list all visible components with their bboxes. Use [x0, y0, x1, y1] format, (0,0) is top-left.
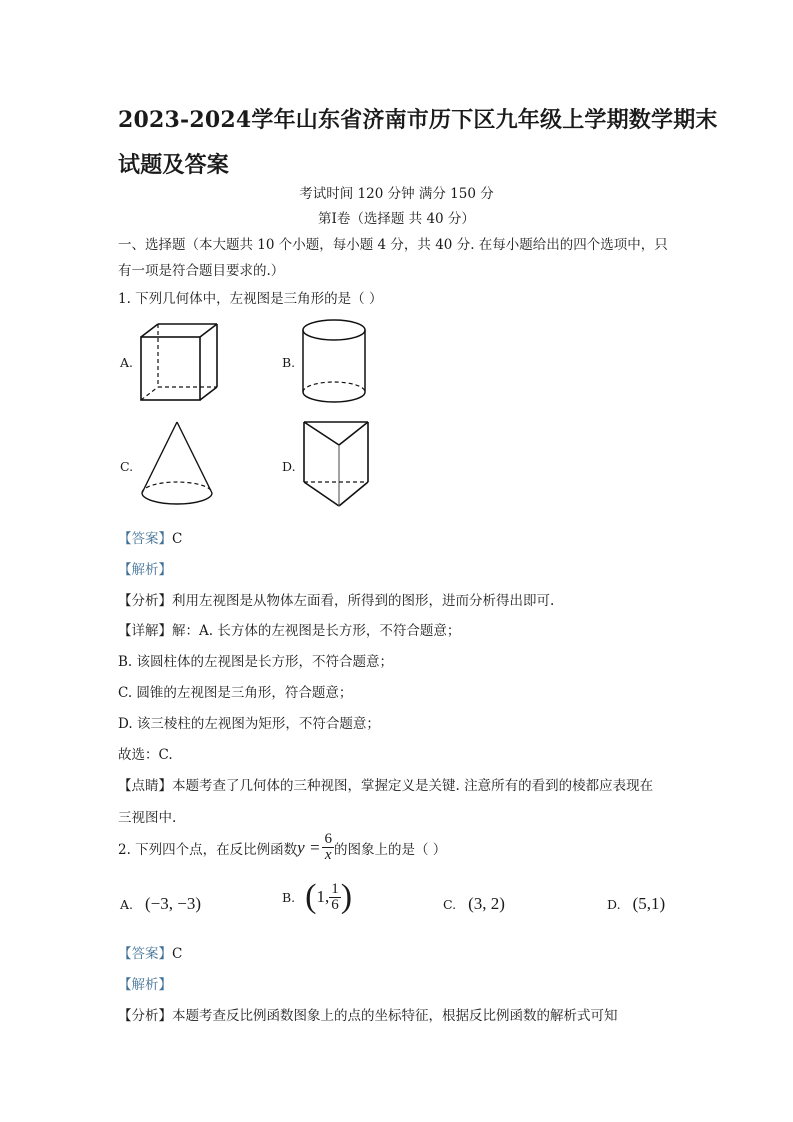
- q2-option-c: [443, 894, 505, 914]
- fenxi-text: 利用左视图是从物体左面看，所得到的图形，进而分析得出即可.: [172, 593, 555, 609]
- q1-dianjing: [118, 774, 653, 794]
- q2-formula-den: x: [324, 847, 332, 863]
- right-paren: ): [340, 878, 353, 915]
- answer-tag: 【答案】: [118, 531, 172, 547]
- dianjing-tag: 【点睛】: [118, 778, 172, 794]
- q2-answer: [118, 942, 182, 962]
- section-header: 第Ⅰ卷（选择题 共 40 分）: [318, 211, 475, 227]
- xiangjie-line-4: D. 该三棱柱的左视图为矩形，不符合题意；: [118, 716, 380, 732]
- q1-option-a-label: A.: [120, 355, 134, 370]
- q2-stem-before: 2. 下列四个点，在反比例函数: [118, 841, 298, 858]
- q2-option-b-fraction: [329, 882, 341, 913]
- q1-option-b-label: B.: [282, 355, 296, 370]
- q1-option-c-label: C.: [120, 459, 134, 474]
- answer-value: C: [172, 946, 183, 962]
- q2-option-d-label: D.: [607, 896, 621, 912]
- xiangjie-tag: 【详解】: [118, 623, 172, 639]
- q2-analysis-heading: [118, 973, 172, 993]
- cone-icon: [140, 420, 214, 510]
- cylinder-icon: [302, 318, 368, 406]
- q2-formula-fraction: [322, 832, 334, 863]
- q2-option-b-num: 1: [331, 880, 339, 897]
- q1-xiangjie: [118, 619, 460, 639]
- section-instructions-line1: 一、选择题（本大题共 10 个小题，每小题 4 分，共 40 分. 在每小题给出的四个选项中，只: [118, 237, 668, 253]
- dianjing-line-1: 本题考查了几何体的三种视图，掌握定义是关键. 注意所有的看到的棱都应表现在: [172, 778, 654, 794]
- q2-option-a-label: A.: [120, 896, 134, 912]
- q2-option-b-left: 1,: [316, 887, 330, 906]
- section-instructions-line2: 有一项是符合题目要求的.）: [118, 263, 285, 279]
- xiangjie-line-2: B. 该圆柱体的左视图是长方形，不符合题意；: [118, 654, 394, 670]
- q2-stem-after: 的图象上的是（ ）: [333, 841, 447, 858]
- q1-answer: [118, 527, 182, 547]
- q2-option-b-den: 6: [331, 896, 339, 913]
- triangular-prism-icon: [302, 420, 370, 510]
- q2-option-d: [607, 894, 665, 914]
- q2-fenxi: [118, 1004, 618, 1024]
- analysis-tag: 【解析】: [118, 977, 172, 993]
- dianjing-line-2: 三视图中.: [118, 810, 177, 826]
- fenxi-tag: 【分析】: [118, 1008, 172, 1024]
- answer-tag: 【答案】: [118, 946, 172, 962]
- analysis-tag: 【解析】: [118, 562, 172, 578]
- xiangjie-line-5: 故选：C.: [118, 747, 173, 763]
- fenxi-tag: 【分析】: [118, 593, 172, 609]
- q2-option-a-value: (−3, −3): [145, 894, 202, 913]
- answer-value: C: [172, 531, 183, 547]
- document-title-line1: 2023-2024学年山东省济南市历下区九年级上学期数学期末: [118, 107, 718, 133]
- q2-option-c-label: C.: [443, 896, 457, 912]
- q2-option-d-value: (5,1): [632, 894, 666, 913]
- q2-option-b-label: B.: [282, 889, 296, 905]
- question-2-stem: [118, 832, 446, 863]
- question-1-stem: 1. 下列几何体中，左视图是三角形的是（ ）: [118, 291, 383, 307]
- q2-formula-lhs: y =: [297, 837, 321, 857]
- q1-option-d-label: D.: [282, 459, 296, 474]
- q2-formula-num: 6: [324, 831, 332, 847]
- cube-icon: [138, 320, 223, 402]
- q2-option-a: [120, 894, 201, 914]
- q2-option-b: [282, 880, 352, 914]
- exam-info: 考试时间 120 分钟 满分 150 分: [299, 186, 494, 202]
- xiangjie-line-1: 解：A. 长方体的左视图是长方形，不符合题意；: [172, 623, 461, 639]
- document-title-line2: 试题及答案: [118, 152, 230, 178]
- q1-analysis-heading: [118, 558, 172, 578]
- xiangjie-line-3: C. 圆锥的左视图是三角形，符合题意；: [118, 685, 353, 701]
- q2-option-c-value: (3, 2): [468, 894, 505, 913]
- left-paren: (: [305, 878, 317, 915]
- fenxi-text: 本题考查反比例函数图象上的点的坐标特征，根据反比例函数的解析式可知: [172, 1008, 618, 1024]
- q1-fenxi: [118, 589, 554, 609]
